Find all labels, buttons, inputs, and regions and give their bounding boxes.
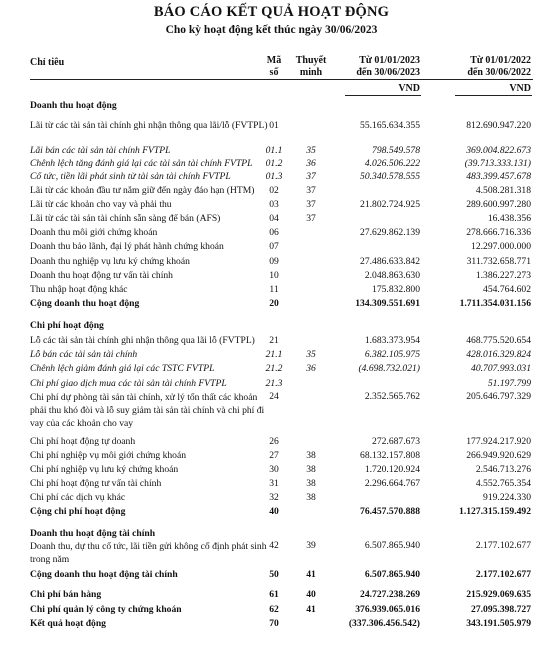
row-label: Chi phí hoạt động tư vấn tài chính [30, 478, 162, 489]
row-label: Cộng doanh thu hoạt động tài chính [30, 569, 178, 580]
header-period2-line1: Từ 01/01/2022 [470, 55, 531, 66]
row-note: 38 [306, 464, 316, 475]
row-code: 11 [269, 284, 279, 295]
row-code: 20 [269, 298, 279, 309]
row-value-2023: 175.832.800 [372, 284, 420, 295]
row-value-2022: 278.666.716.336 [466, 227, 531, 238]
row-note: 39 [306, 540, 316, 551]
header-period1-line1: Từ 01/01/2023 [359, 55, 420, 66]
row-value-2022: 1.386.227.273 [475, 270, 531, 281]
row-value-2023: 1.683.373.954 [364, 335, 420, 346]
row-note: 37 [306, 199, 316, 210]
row-label: Cổ tức, tiền lãi phát sinh từ tài sản tài chính FVTPL [30, 171, 231, 182]
row-note: 38 [306, 450, 316, 461]
row-value-2022: 468.775.520.654 [466, 335, 531, 346]
row-label: Doanh thu hoạt động [30, 100, 117, 111]
row-code: 01.2 [265, 158, 283, 169]
row-code: 09 [269, 256, 279, 267]
row-label: Doanh thu hoạt động tư vấn tài chính [30, 270, 173, 281]
row-label: Chi phí hoạt động [30, 320, 104, 331]
row-code: 01.3 [265, 171, 283, 182]
row-value-2023: 27.486.633.842 [360, 256, 420, 267]
row-value-2023: 6.382.105.975 [364, 349, 420, 360]
row-label: Doanh thu bảo lãnh, đại lý phát hành chứng khoán [30, 241, 224, 252]
row-label: Chi phí nghiệp vụ môi giới chứng khoán [30, 450, 187, 461]
header-note-line1: Thuyết [295, 55, 327, 66]
row-value-2022: 177.924.217.920 [466, 436, 531, 447]
row-label: Doanh thu môi giới chứng khoán [30, 227, 158, 238]
row-code: 01.1 [265, 145, 283, 156]
row-label: Chi phí dự phòng tài sản tài chính, xử lý tổn thất các khoản phải thu khó đòi và lỗ suy giảm tài sản tài chính và chi phí đi vay của các khoản cho vay [30, 392, 265, 429]
row-note: 36 [306, 363, 316, 374]
row-value-2022: 51.197.799 [487, 378, 531, 389]
row-code: 40 [269, 506, 279, 517]
row-value-2022: 369.004.822.673 [466, 145, 531, 156]
row-code: 21 [269, 335, 279, 346]
row-value-2022: 289.600.997.280 [466, 199, 531, 210]
header-note-line2: minh [299, 67, 323, 78]
row-value-2023: 376.939.065.016 [355, 604, 420, 615]
row-label: Chi phí giao dịch mua các tài sản tài chính FVTPL [30, 378, 227, 389]
header-code-line2: số [269, 67, 279, 78]
row-value-2022: 266.949.920.629 [466, 450, 531, 461]
row-code: 26 [269, 436, 279, 447]
row-value-2022: 2.177.102.677 [475, 569, 531, 580]
row-value-2023: 272.687.673 [372, 436, 420, 447]
report-title: BÁO CÁO KẾT QUẢ HOẠT ĐỘNG [153, 4, 390, 20]
row-value-2022: 4.552.765.354 [475, 478, 531, 489]
row-label: Lãi từ các tài sản tài chính sẵn sàng để bán (AFS) [30, 213, 221, 224]
header-period2-line2: đến 30/06/2022 [467, 67, 531, 78]
row-value-2023: 798.549.578 [372, 145, 420, 156]
row-value-2022: 428.016.329.824 [466, 349, 531, 360]
row-note: 41 [306, 569, 316, 580]
row-value-2022: 1.711.354.031.156 [459, 298, 531, 309]
row-label: Lãi từ các khoản đầu tư nắm giữ đến ngày đáo hạn (HTM) [30, 185, 255, 196]
row-value-2022: 16.438.356 [487, 213, 531, 224]
row-code: 61 [269, 589, 279, 600]
header-item: Chỉ tiêu [30, 57, 65, 68]
header-currency1: VND [398, 83, 420, 94]
row-value-2023: 50.340.578.555 [360, 171, 420, 182]
row-label: Lãi từ các tài sản tài chính ghi nhận thông qua lãi/lỗ (FVTPL) [30, 120, 268, 131]
row-code: 02 [269, 185, 279, 196]
row-label: Cộng doanh thu hoạt động [30, 298, 140, 309]
row-value-2022: 27.095.398.727 [471, 604, 531, 615]
row-code: 42 [269, 540, 279, 551]
row-value-2023: 24.727.238.269 [360, 589, 420, 600]
row-note: 40 [306, 589, 316, 600]
row-label: Cộng chi phí hoạt động [30, 506, 126, 517]
row-label: Lãi từ các khoản cho vay và phải thu [30, 199, 172, 210]
row-value-2023: 1.720.120.924 [364, 464, 420, 475]
row-code: 07 [269, 241, 279, 252]
row-value-2023: (4.698.732.021) [358, 363, 420, 374]
row-label: Doanh thu nghiệp vụ lưu ký chứng khoán [30, 256, 190, 267]
row-value-2023: 68.132.157.808 [360, 450, 420, 461]
row-value-2022: 454.764.602 [483, 284, 531, 295]
row-label: Chi phí hoạt động tự doanh [30, 436, 136, 447]
row-note: 41 [306, 604, 316, 615]
row-value-2023: 21.802.724.925 [360, 199, 420, 210]
row-code: 21.1 [265, 349, 283, 360]
row-value-2023: 55.165.634.355 [360, 120, 420, 131]
row-label: Chi phí các dịch vụ khác [30, 492, 126, 503]
row-code: 32 [269, 492, 279, 503]
row-code: 27 [269, 450, 279, 461]
header-currency2: VND [509, 83, 531, 94]
row-value-2022: 2.546.713.276 [475, 464, 531, 475]
row-value-2022: 311.732.658.771 [466, 256, 531, 267]
row-note: 37 [306, 213, 316, 224]
row-label: Chi phí nghiệp vụ lưu ký chứng khoán [30, 464, 179, 475]
header-period1-line2: đến 30/06/2023 [356, 67, 420, 78]
row-label: Chi phí bán hàng [30, 589, 102, 600]
row-value-2023: 134.309.551.691 [355, 298, 420, 309]
row-value-2022: 205.646.797.329 [466, 391, 531, 402]
row-label: Lỗ các tài sản tài chính ghi nhận thông qua lãi lỗ (FVTPL) [30, 335, 255, 346]
row-label: Lỗ bán các tài sản tài chính [30, 349, 138, 360]
row-value-2022: (39.713.333.131) [464, 158, 531, 169]
row-note: 38 [306, 478, 316, 489]
row-value-2023: 2.352.565.762 [364, 391, 420, 402]
row-code: 21.2 [265, 363, 283, 374]
row-code: 30 [269, 464, 279, 475]
row-label: Doanh thu, dự thu cổ tức, lãi tiền gửi không cố định phát sinh trong năm [30, 541, 267, 565]
row-label: Kết quả hoạt động [30, 618, 106, 629]
row-value-2022: 4.508.281.318 [475, 185, 531, 196]
row-code: 70 [269, 618, 279, 629]
row-value-2023: 6.507.865.940 [364, 569, 420, 580]
row-value-2022: 919.224.330 [483, 492, 531, 503]
row-value-2022: 343.191.505.979 [466, 618, 531, 629]
row-code: 24 [269, 391, 279, 402]
row-code: 50 [269, 569, 279, 580]
row-code: 10 [269, 270, 279, 281]
row-code: 31 [269, 478, 279, 489]
row-value-2022: 812.690.947.220 [466, 120, 531, 131]
row-label: Thu nhập hoạt động khác [30, 284, 128, 295]
row-value-2022: 2.177.102.677 [475, 540, 531, 551]
row-value-2022: 40.707.993.031 [471, 363, 531, 374]
row-code: 04 [269, 213, 279, 224]
row-note: 36 [306, 158, 316, 169]
row-value-2023: 76.457.570.888 [360, 506, 420, 517]
row-note: 38 [306, 492, 316, 503]
row-code: 03 [269, 199, 279, 210]
row-value-2022: 215.929.069.635 [466, 589, 531, 600]
row-value-2023: 2.296.664.767 [364, 478, 420, 489]
row-value-2023: (337.306.456.542) [348, 618, 420, 629]
row-value-2023: 6.507.865.940 [364, 540, 420, 551]
row-value-2022: 483.399.457.678 [466, 171, 531, 182]
row-note: 37 [306, 185, 316, 196]
row-value-2023: 27.629.862.139 [360, 227, 420, 238]
row-note: 37 [306, 171, 316, 182]
row-label: Chênh lệch giảm đánh giá lại các TSTC FVTPL [30, 363, 215, 374]
row-code: 21.3 [265, 378, 283, 389]
row-value-2023: 2.048.863.630 [364, 270, 420, 281]
row-value-2022: 1.127.315.159.492 [459, 506, 531, 517]
row-note: 35 [306, 145, 316, 156]
row-note: 35 [306, 349, 316, 360]
report-subtitle: Cho kỳ hoạt động kết thúc ngày 30/06/2023 [165, 24, 378, 36]
row-code: 01 [269, 120, 279, 131]
row-code: 62 [269, 604, 279, 615]
row-value-2022: 12.297.000.000 [471, 241, 531, 252]
row-value-2023: 4.026.506.222 [364, 158, 420, 169]
row-label: Chênh lệch tăng đánh giá lại các tài sản tài chính FVTPL [30, 158, 253, 169]
row-code: 06 [269, 227, 279, 238]
row-label: Lãi bán các tài sản tài chính FVTPL [30, 145, 171, 156]
row-label: Chi phí quản lý công ty chứng khoán [30, 604, 182, 615]
row-label: Doanh thu hoạt động tài chính [30, 528, 156, 539]
header-code-line1: Mã [266, 55, 282, 66]
